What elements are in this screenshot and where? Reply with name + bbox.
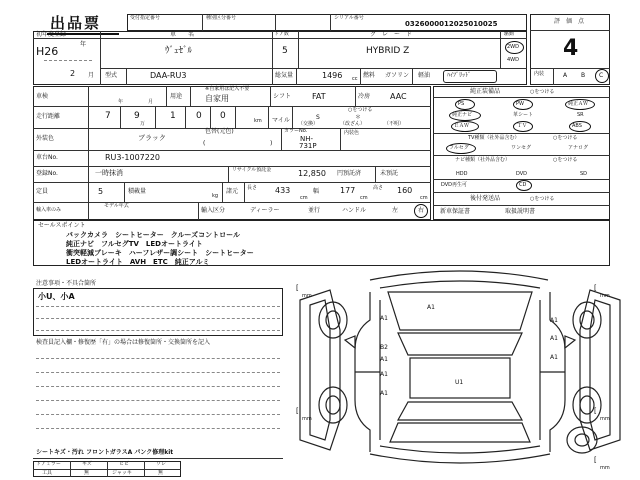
- serial-no: 0326000012025010025: [405, 20, 498, 28]
- rear-items-hint: ○をつける: [530, 196, 555, 202]
- paren-open: (: [203, 140, 206, 147]
- usage-value: 自家用: [205, 94, 229, 103]
- defect-value-3: ジャッキ: [112, 470, 132, 476]
- damage-mark-left-front: A1: [380, 315, 388, 322]
- import-label: 輸入車のみ: [36, 207, 62, 213]
- damage-mark-left-door: A1: [380, 356, 388, 363]
- man-unit: 万: [140, 121, 146, 127]
- doors-value: 5: [282, 46, 288, 56]
- equip-sr: SR: [577, 112, 584, 118]
- ac-label: 冷房: [358, 93, 371, 100]
- navi-sd: SD: [580, 171, 588, 177]
- equip-navi: 純正ナビ: [452, 112, 473, 118]
- capacity-value: 5: [98, 187, 104, 196]
- mileage-digit-1: 7: [105, 111, 111, 121]
- rear-warranty: 新車保証書: [440, 208, 471, 215]
- km-unit: km: [254, 118, 262, 124]
- caution-text: 小U、小A: [38, 292, 75, 301]
- ac-value: AAC: [390, 92, 407, 101]
- defect-value-2: 無: [84, 470, 90, 476]
- mileage-star: ＊: [355, 114, 362, 121]
- shift-label: シフト: [273, 93, 292, 100]
- sales-line-2: 純正ナビ フルセグTV LEDオートライト: [66, 240, 203, 248]
- auction-no-label: 受付指定番号: [130, 15, 161, 21]
- mm-tl: mm: [302, 293, 312, 299]
- score-value: 4: [563, 36, 579, 61]
- serial-label: シリアル番号: [334, 15, 364, 21]
- mm-spare: mm: [600, 465, 610, 471]
- defect-header-4: ワレ: [156, 461, 167, 467]
- mileage-circle-hint: ○をつける: [348, 107, 373, 113]
- load-label: 積載量: [128, 188, 147, 195]
- drive-label: 駆動: [504, 31, 515, 37]
- equip-leather: 革シート: [513, 112, 534, 118]
- tv-type-label: TV種類（社外品含む）: [468, 135, 520, 141]
- length-label: 長さ: [247, 185, 258, 191]
- capacity-label: 定員: [36, 188, 49, 195]
- car-name-value: ｳﾞｪｾﾞﾙ: [165, 46, 193, 56]
- defect-header-1: ドアミラー: [36, 461, 61, 467]
- length-cm: cm: [300, 195, 308, 201]
- fuel-value: ガソリン: [385, 72, 410, 79]
- inspector-label: 検査員記入欄・修復歴「有」の場合は修復箇所・交換箇所を記入: [36, 339, 211, 346]
- first-reg-era-year: H26: [36, 45, 59, 58]
- color-change-label: 色替(元色): [205, 128, 234, 135]
- score-label: 評 価 点: [554, 18, 585, 25]
- tv-oneseg: ワンセグ: [511, 145, 532, 151]
- usage-note: ※自家用は記入不要: [205, 86, 250, 92]
- reg-no-value: 一時抹消: [95, 169, 123, 177]
- interior-b: B: [581, 72, 586, 79]
- model-year-label: モデル年式: [104, 203, 129, 209]
- model-value: DAA-RU3: [150, 71, 187, 80]
- mileage-exchange: （交換）: [298, 121, 319, 127]
- color-no-1: NH-: [300, 135, 314, 143]
- fuel-label: 燃料: [363, 72, 376, 79]
- chassis-label: 車台No.: [36, 154, 58, 161]
- sheet-title: 出品票: [50, 14, 102, 32]
- vehicle-no-label: 種別区分番号: [206, 15, 237, 21]
- month-mark: 月: [88, 72, 95, 79]
- caution-label: 注意事項・不具合箇所: [36, 280, 97, 287]
- shift-value: FAT: [312, 92, 326, 101]
- recycle-amount: 12,850: [298, 169, 326, 178]
- interior-c: C: [599, 72, 604, 79]
- hybrid-label: ﾊｲﾌﾞﾘｯﾄﾞ: [447, 72, 472, 79]
- navi-dvd: DVD: [516, 171, 528, 177]
- mileage-label: 走行距離: [36, 113, 61, 120]
- recycle-label: リサイクル預託金: [232, 167, 272, 173]
- navi-type-hint: ○をつける: [553, 157, 578, 163]
- usage-label: 用途: [170, 93, 183, 100]
- int-color-label: 内装色: [344, 130, 360, 136]
- dims-label: 諸元: [226, 188, 239, 195]
- doors-label: ドア数: [274, 31, 289, 37]
- damage-mark-left-door-b2: B2: [380, 344, 388, 351]
- navi-hdd: HDD: [456, 171, 468, 177]
- bracket-br: [: [594, 407, 597, 415]
- model-label: 型式: [105, 72, 118, 79]
- width-value: 177: [340, 186, 356, 195]
- std-equip-label: 純正装備品: [470, 88, 501, 95]
- width-cm: cm: [360, 195, 368, 201]
- equip-tv: ＴＶ: [517, 123, 528, 129]
- damage-mark-roof: U1: [455, 379, 464, 386]
- reg-no-label: 登録No.: [36, 170, 58, 177]
- mileage-s: S: [316, 114, 320, 121]
- bracket-tr: [: [594, 284, 597, 292]
- inspection-label: 車検: [36, 93, 49, 100]
- first-reg-label: 初年度登録: [36, 31, 67, 38]
- tv-type-hint: ○をつける: [553, 135, 578, 141]
- equip-alloy: 純正ＡＷ: [568, 101, 589, 107]
- width-label: 幅: [313, 188, 320, 195]
- economy-label: 軽油: [418, 72, 431, 79]
- color-no-2: 731P: [299, 142, 317, 150]
- recycle-not: 未預託: [380, 170, 399, 177]
- mileage-digit-5: 0: [220, 111, 226, 121]
- damage-mark-right-front: A1: [550, 317, 558, 324]
- defect-value-4: 無: [158, 470, 164, 476]
- year-mark: 年: [80, 41, 87, 48]
- chassis-value: RU3-1007220: [105, 153, 161, 162]
- sales-line-1: バックカメラ シートヒーター クルーズコントロール: [66, 231, 241, 239]
- first-reg-month: 2: [70, 69, 76, 78]
- color-no-label: カラーNo.: [284, 128, 308, 134]
- mm-br: mm: [600, 416, 610, 422]
- damage-mark-hood: A1: [427, 304, 435, 311]
- handle-label: ハンドル: [342, 207, 367, 214]
- import-dealer: ディーラー: [250, 207, 280, 214]
- bracket-bl: [: [296, 407, 299, 415]
- mm-tr: mm: [600, 293, 610, 299]
- dvd-play-label: DVD再生可: [441, 182, 468, 188]
- interior-a: A: [563, 72, 568, 79]
- sales-points-label: セールスポイント: [38, 222, 86, 229]
- color-label: 外装色: [36, 135, 55, 142]
- tv-fullseg: フルセグ: [449, 145, 469, 151]
- navi-type-label: ナビ種類（社外品含む）: [455, 157, 511, 163]
- height-label: 高さ: [373, 185, 384, 191]
- height-value: 160: [397, 186, 413, 195]
- rear-manual: 取扱説明書: [505, 208, 536, 215]
- length-value: 433: [275, 186, 291, 195]
- inspection-month-mark: 月: [148, 99, 154, 105]
- handle-left: 左: [392, 207, 399, 214]
- grade-value: HYBRID Z: [366, 46, 410, 56]
- mileage-digit-2: 9: [134, 111, 140, 121]
- color-value: ブラック: [138, 134, 166, 142]
- bracket-tl: [: [296, 284, 299, 292]
- recycle-deposited: 円預託済: [337, 170, 362, 177]
- defect-header-2: キズ: [82, 461, 92, 467]
- grade-label: グ レ ー ド: [370, 31, 413, 38]
- defect-value-1: 工具: [42, 470, 53, 476]
- cc-unit: cc: [352, 76, 358, 82]
- damage-mark-right-fender: A1: [550, 335, 558, 342]
- drive-4wd: 4WD: [507, 57, 519, 63]
- handle-right: 右: [418, 207, 425, 214]
- car-name-label: 車 名: [170, 31, 195, 38]
- interior-label: 内装: [534, 71, 545, 77]
- drive-2wd: 2WD: [507, 44, 519, 50]
- displacement-label: 総気量: [275, 72, 294, 79]
- equip-pw: PW: [516, 101, 524, 107]
- mileage-unknown: （不明）: [384, 121, 405, 127]
- inspection-year-mark: 年: [118, 99, 124, 105]
- height-cm: cm: [420, 195, 428, 201]
- mileage-digit-3: 1: [170, 111, 176, 121]
- import-type-label: 輸入区分: [201, 207, 226, 214]
- damage-mark-left-quarter: A1: [380, 390, 388, 397]
- mm-bl: mm: [302, 416, 312, 422]
- displacement-value: 1496: [322, 71, 343, 80]
- damage-mark-left-rear-door: A1: [380, 371, 388, 378]
- mile-label: マイル: [272, 117, 290, 124]
- bracket-spare: [: [594, 456, 597, 464]
- import-parallel: 並行: [308, 207, 321, 214]
- load-kg: kg: [212, 193, 219, 199]
- equip-ps: PS: [458, 101, 465, 107]
- equip-eaw: ＥＡＷ: [454, 123, 470, 129]
- equip-abs: ABS: [572, 123, 582, 129]
- sales-line-3: 衝突軽減ブレーキ ハーフレザー調シート シートヒーター: [66, 249, 254, 257]
- tv-analog: アナログ: [568, 145, 589, 151]
- damage-mark-right-door: A1: [550, 354, 558, 361]
- defect-header-3: ヒビ: [119, 461, 130, 467]
- rear-items-label: 後付発送品: [470, 195, 501, 202]
- mileage-tampered: （改ざん）: [340, 121, 366, 127]
- mileage-digit-4: 0: [196, 111, 202, 121]
- std-equip-hint: ○をつける: [530, 89, 555, 95]
- dvd-cd: CD: [519, 182, 527, 188]
- sales-line-4: LEDオートライト AVH ETC 純正アルミ: [66, 258, 210, 266]
- bottom-note: シートキズ・汚れ フロントガラスA パンク修理kit: [36, 449, 174, 456]
- paren-close: ): [270, 140, 273, 147]
